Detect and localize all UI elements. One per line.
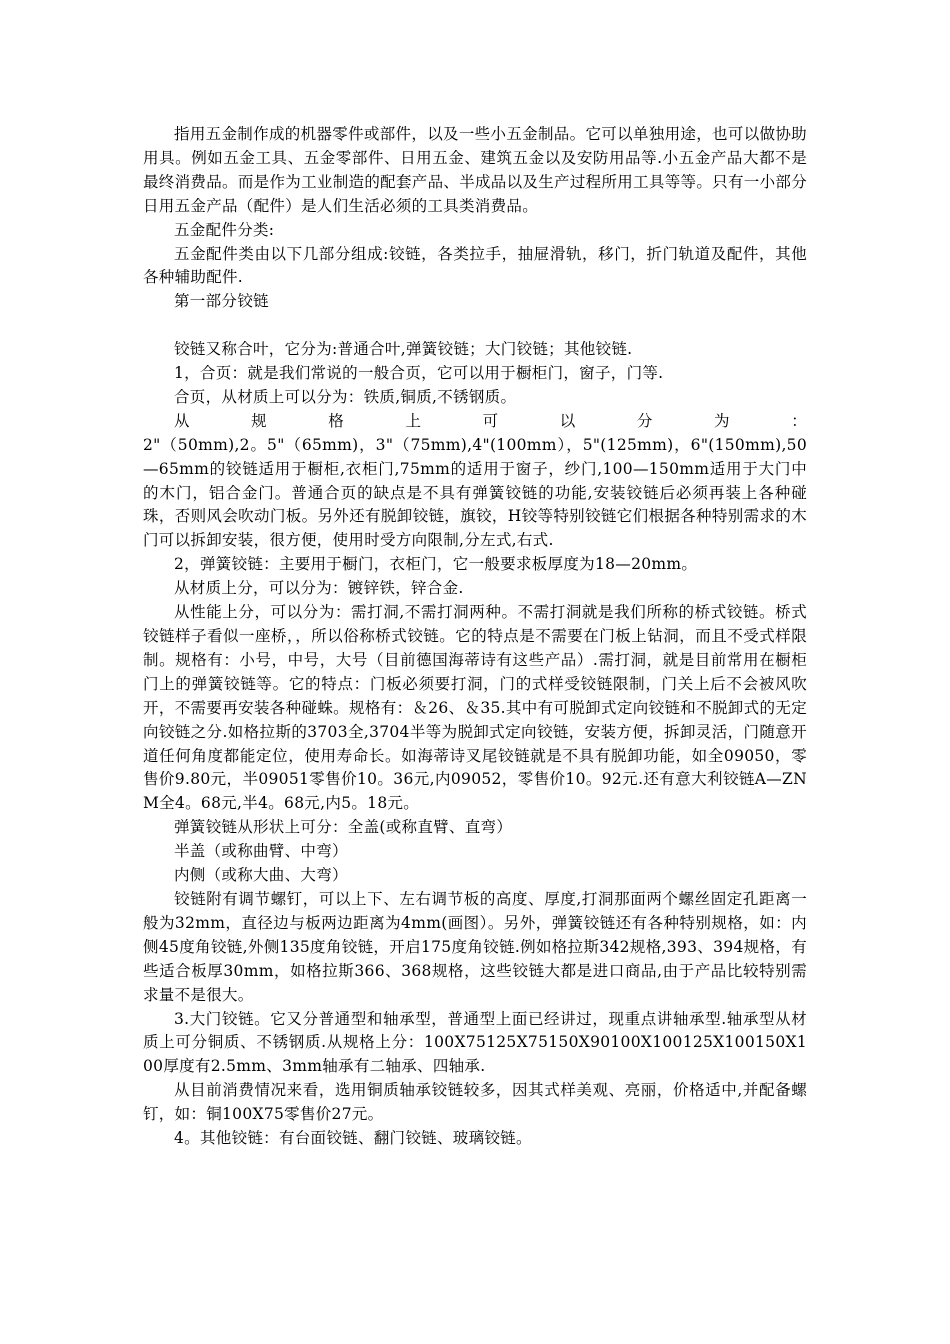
blank-line xyxy=(143,314,807,338)
paragraph-other-hinges: 4。其他铰链：有台面铰链、翻门铰链、玻璃铰链。 xyxy=(174,1129,532,1148)
paragraph-spring-performance: 从性能上分，可以分为：需打洞,不需打洞两种。不需打洞就是我们所称的桥式铰链。桥式铰链样子看似一座桥，，所以俗称桥式铰链。它的特点是不需要在门板上钻洞，而且不受式样限制。规格有：小号，中号，大号（目前德国海蒂诗有这些产品）.需打洞，就是目前常用在橱柜门上的弹簧铰链等。它的特点：门板必须要打洞，门的式样受铰链限制，门关上后不会被风吹开，不需要再安装各种碰蛛。规格有：＆26、＆35.其中有可脱卸式定向铰链和不脱卸式的无定向铰链之分.如格拉斯的3703全,3704半等为脱卸式定向铰链，安装方便，拆卸灵活，门随意开道任何角度都能定位，使用寿命长。如海蒂诗叉尾铰链就是不具有脱卸功能，如全09050，零售价9.80元，半09051零售价10。36元,内09052，零售价10。92元.还有意大利铰链A—ZNM全4。68元,半4。68元,内5。18元。 xyxy=(143,603,807,813)
paragraph-adjust-screw: 铰链附有调节螺钉，可以上下、左右调节板的高度、厚度,打洞那面两个螺丝固定孔距离一般为32mm，直径边与板两边距离为4mm(画图）。另外，弹簧铰链还有各种特别规格，如：内侧45度角铰链,外侧135度角铰链，开启175度角铰链.例如格拉斯342规格,393、394规格，有些适合板厚30mm，如格拉斯366、368规格，这些铰链大都是进口商品,由于产品比较特别需求量不是很大。 xyxy=(143,889,807,1004)
paragraph-shape-inset: 内侧（或称大曲、大弯） xyxy=(174,866,348,885)
paragraph-intro: 指用五金制作成的机器零件或部件，以及一些小五金制品。它可以单独用途，也可以做协助用具。例如五金工具、五金零部件、日用五金、建筑五金以及安防用品等.小五金产品大都不是最终消费品。而是作为工业制造的配套产品、半成品以及生产过程所用工具等等。只有一小部分日用五金产品（配件）是人们生活必须的工具类消费品。 xyxy=(143,125,807,215)
paragraph-common-hinge: 1，合页：就是我们常说的一般合页，它可以用于橱柜门，窗子，门等. xyxy=(174,364,664,383)
paragraph-common-material: 合页，从材质上可以分为：铁质,铜质,不锈钢质。 xyxy=(174,387,517,406)
paragraph-door-hinge: 3.大门铰链。它又分普通型和轴承型，普通型上面已经讲过，现重点讲轴承型.轴承型从材质上可分铜质、不锈钢质.从规格上分：100X75125X75150X90100X100125X100150X100厚度有2.5mm、3mm轴承有二轴承、四轴承. xyxy=(143,1009,807,1076)
document-body xyxy=(143,123,807,1151)
paragraph-spring-material: 从材质上分，可以分为：镀锌铁，锌合金. xyxy=(174,579,464,598)
paragraph-consumption: 从目前消费情况来看，选用铜质轴承铰链较多，因其式样美观、亮丽，价格适中,并配备螺钉，如：铜100X75零售价27元。 xyxy=(143,1081,807,1124)
paragraph-shape-full: 弹簧铰链从形状上可分：全盖(或称直臂、直弯） xyxy=(174,818,513,837)
paragraph-shape-half: 半盖（或称曲臂、中弯） xyxy=(174,842,348,861)
paragraph-spring-hinge: 2，弹簧铰链：主要用于橱门，衣柜门，它一般要求板厚度为18—20mm。 xyxy=(174,555,698,574)
section-heading-hinges: 第一部分铰链 xyxy=(174,292,269,311)
paragraph-hinge-types: 铰链又称合叶，它分为:普通合叶,弹簧铰链；大门铰链；其他铰链. xyxy=(174,340,633,359)
paragraph-category-list: 五金配件类由以下几部分组成:铰链，各类拉手，抽屉滑轨，移门，折门轨道及配件，其他各种辅助配件. xyxy=(143,244,807,287)
paragraph-category-heading: 五金配件分类: xyxy=(174,220,275,239)
paragraph-spec-detail: 2"（50mm),2。5"（65mm)，3"（75mm),4"(100mm），5"(125mm)，6"(150mm),50—65mm的铰链适用于橱柜,衣柜门,75mm的适用于窗子，纱门,100—150mm适用于大门中的木门，铝合金门。普通合页的缺点是不具有弹簧铰链的功能,安装铰链后必须再装上各种碰珠，否则风会吹动门板。另外还有脱卸铰链，旗铰，H铰等特别铰链它们根据各种特别需求的木门可以拆卸安装，很方便，使用时受方向限制,分左式,右式. xyxy=(143,435,807,550)
paragraph-spec-heading: 从 规 格 上 可 以 分 为 ： xyxy=(174,411,807,430)
